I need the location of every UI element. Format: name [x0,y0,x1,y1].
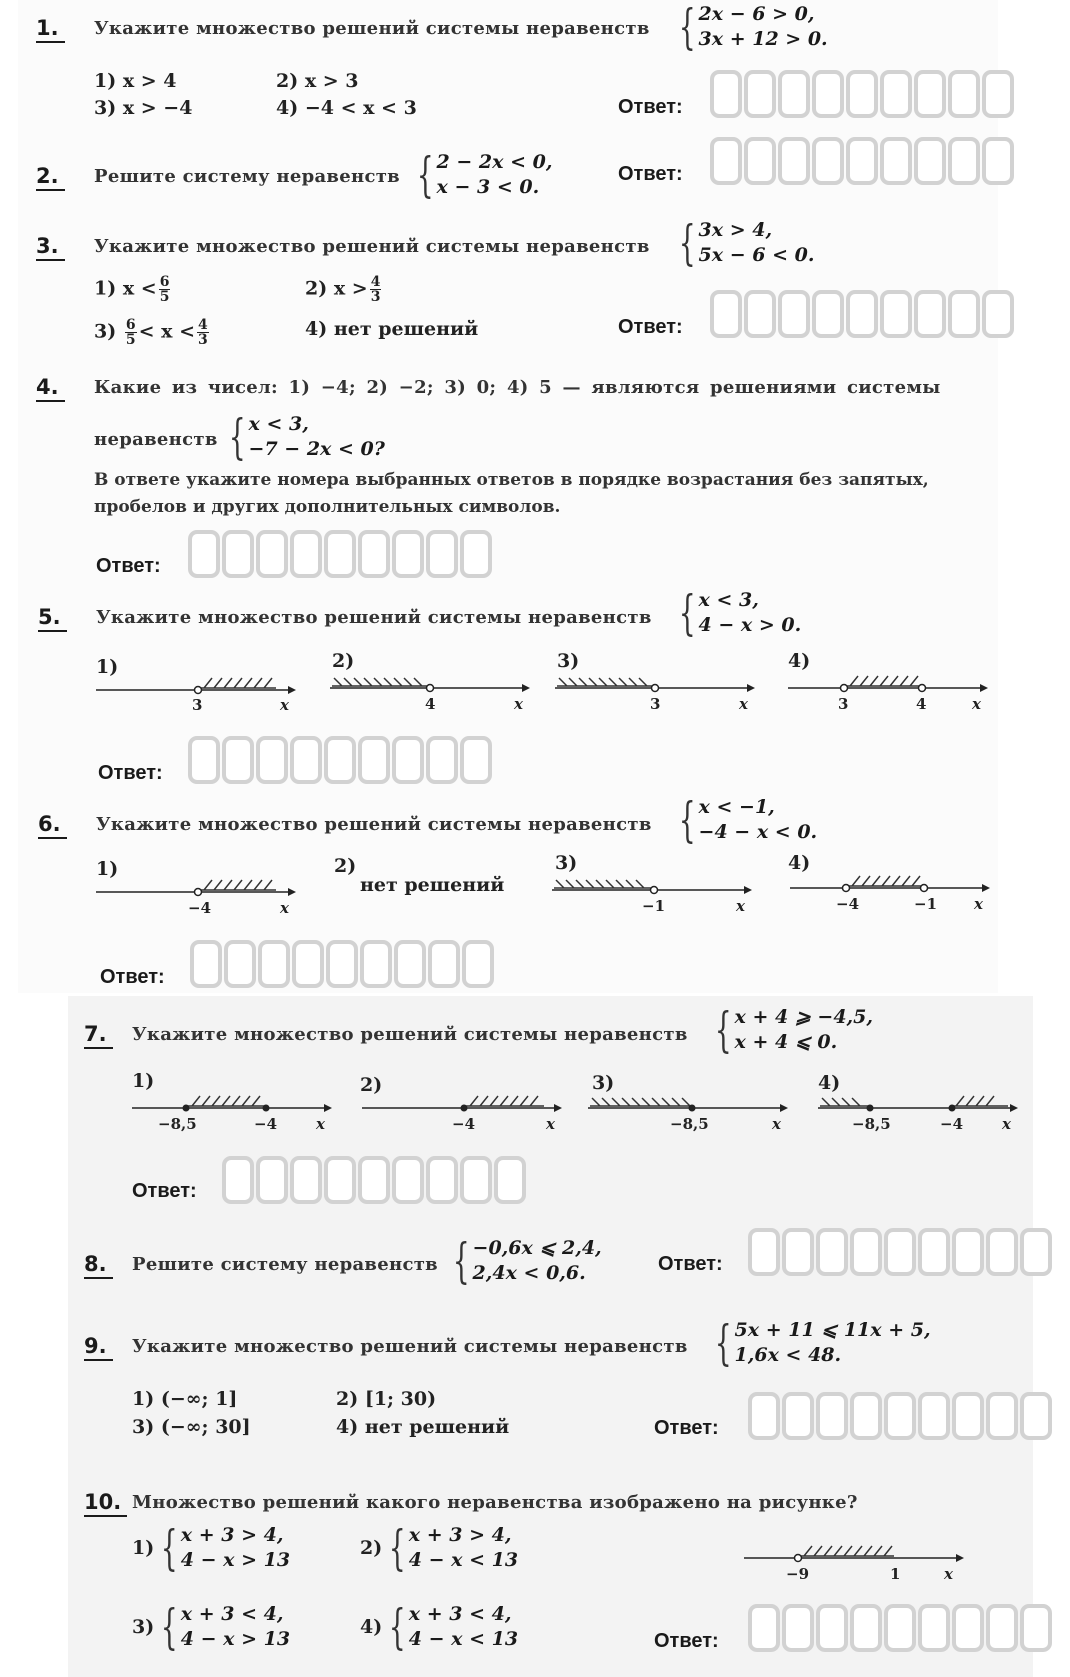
q7-l3-tick: −8,5 [670,1115,709,1133]
q5-l2-tick: 4 [425,695,436,713]
q1-number: 1. [36,16,65,43]
q7-option-1-numberline [132,1088,332,1136]
q9-option-1: 1) (−∞; 1] [132,1388,238,1410]
svg-text:x: x [1002,1115,1011,1133]
q9-option-2: 2) [1; 30) [336,1388,437,1410]
q10-option-4: 4) { x + 3 < 4, 4 − x < 13 [360,1599,519,1655]
q4-answer-input[interactable] [188,530,494,578]
q2-sys-line1: 2 − 2x < 0, [436,151,553,173]
q7-sys-line2: x + 4 ⩽ 0. [734,1031,838,1053]
q8-sys-line1: −0,6x ⩽ 2,4, [472,1237,602,1259]
q5-option-4-numberline [788,668,988,712]
q8-system: { −0,6x ⩽ 2,4, 2,4x < 0,6. [452,1233,602,1289]
svg-text:x: x [280,899,289,917]
q7-text: Укажите множество решений системы неравенств [132,1024,688,1045]
q7-l2-tick: −4 [452,1115,476,1133]
svg-text:x: x [546,1115,555,1133]
q10-numberline [744,1538,964,1586]
q1-option-1: 1) x > 4 [94,70,177,92]
q10-answer-label: Ответ: [654,1630,719,1652]
q3-option-3: 3) $\frac{6}{5}$ < x < $\frac{4}{3}$ [94,317,208,348]
q5-l1-tick: 3 [192,696,203,714]
q7-option-3-numberline [588,1088,788,1136]
svg-text:x: x [280,696,289,714]
q9-sys-line1: 5x + 11 ⩽ 11x + 5, [734,1319,931,1341]
q5-option-1-numberline [96,668,296,712]
q4-text-2: неравенств [94,429,218,450]
q2-system: { 2 − 2x < 0, x − 3 < 0. [416,147,553,203]
q3-answer-label: Ответ: [618,316,683,338]
q5-l4-tick-1: 3 [838,695,849,713]
q7-l1-tick-1: −8,5 [158,1115,197,1133]
q7-answer-input[interactable] [222,1156,528,1204]
q10-option-1: 1) { x + 3 > 4, 4 − x > 13 [132,1520,291,1576]
q5-answer-label: Ответ: [98,762,163,784]
q4-sys-line1: x < 3, [248,413,309,435]
q3-option-1: 1) x < $\frac{6}{5}$ [94,274,170,305]
q3-sys-line1: 3x > 4, [698,219,773,241]
q3-option-4: 4) нет решений [305,318,479,340]
q4-number: 4. [36,375,65,402]
q5-answer-input[interactable] [188,736,494,784]
q7-l4-tick-1: −8,5 [852,1115,891,1133]
q6-answer-label: Ответ: [100,966,165,988]
q6-option-4-label: 4) [788,852,811,874]
q8-text: Решите систему неравенств [132,1254,438,1275]
q10-text: Множество решений какого неравенства изображено на рисунке? [132,1492,858,1513]
q7-option-1-label: 1) [132,1070,155,1092]
q4-text: Какие из чисел: 1) −4; 2) −2; 3) 0; 4) 5 — являются решениями системы [94,377,941,398]
q7-answer-label: Ответ: [132,1180,197,1202]
q6-option-3-numberline [552,870,752,918]
q2-answer-label: Ответ: [618,163,683,185]
q5-l4-tick-2: 4 [916,695,927,713]
q6-sys-line2: −4 − x < 0. [698,821,818,843]
q9-text: Укажите множество решений системы неравенств [132,1336,688,1357]
svg-text:x: x [944,1565,953,1583]
q2-sys-line2: x − 3 < 0. [436,176,540,198]
q5-l3-tick: 3 [650,695,661,713]
svg-text:x: x [972,695,981,713]
q6-l4-tick-2: −1 [914,895,938,913]
q5-option-4-label: 4) [788,650,811,672]
q5-option-1-label: 1) [96,656,119,678]
q6-answer-input[interactable] [190,940,496,988]
q6-text: Укажите множество решений системы неравенств [96,814,652,835]
q1-text: Укажите множество решений системы неравенств [94,18,650,39]
q6-l1-tick: −4 [188,899,212,917]
q6-number: 6. [38,812,67,839]
q5-sys-line1: x < 3, [698,589,759,611]
q1-sys-line2: 3x + 12 > 0. [698,28,828,50]
q7-system: { x + 4 ⩾ −4,5, x + 4 ⩽ 0. [714,1002,873,1058]
q4-system: { x < 3, −7 − 2x < 0? [228,409,385,465]
q5-sys-line2: 4 − x > 0. [698,614,802,636]
q7-l1-tick-2: −4 [254,1115,278,1133]
q4-instruction: В ответе укажите номера выбранных ответов в порядке возрастания без запятых, пробелов и других дополнительных символов. [94,470,929,517]
q1-sys-line1: 2x − 6 > 0, [698,3,815,25]
q8-number: 8. [84,1252,113,1279]
q5-system: { x < 3, 4 − x > 0. [678,585,802,641]
q1-option-3: 3) x > −4 [94,97,193,119]
q3-text: Укажите множество решений системы неравенств [94,236,650,257]
q9-option-4: 4) нет решений [336,1416,510,1438]
q3-sys-line2: 5x − 6 < 0. [698,244,815,266]
q8-answer-label: Ответ: [658,1253,723,1275]
q5-option-3-numberline [555,668,755,712]
q2-text: Решите систему неравенств [94,166,400,187]
q7-option-4-label: 4) [818,1072,841,1094]
q10-option-3: 3) { x + 3 < 4, 4 − x > 13 [132,1599,291,1655]
q6-system: { x < −1, −4 − x < 0. [678,792,818,848]
q7-option-4-numberline [818,1088,1018,1136]
svg-text:x: x [974,895,983,913]
q2-number: 2. [36,164,65,191]
q2-answer-input[interactable] [710,137,1016,185]
svg-text:x: x [772,1115,781,1133]
q6-l4-tick-1: −4 [836,895,860,913]
q7-number: 7. [84,1022,113,1049]
q7-l4-tick-2: −4 [940,1115,964,1133]
q1-answer-input[interactable] [710,70,1016,118]
q5-option-3-label: 3) [557,650,580,672]
q5-option-2-label: 2) [332,650,355,672]
q6-option-2-no-solutions: нет решений [360,874,505,896]
q1-answer-label: Ответ: [618,96,683,118]
q5-text: Укажите множество решений системы неравенств [96,607,652,628]
q3-system: { 3x > 4, 5x − 6 < 0. [678,215,815,271]
q4-sys-line2: −7 − 2x < 0? [248,438,385,460]
q3-number: 3. [36,234,65,261]
q8-sys-line2: 2,4x < 0,6. [472,1262,586,1284]
q1-option-2: 2) x > 3 [276,70,359,92]
q3-answer-input[interactable] [710,290,1016,338]
q9-answer-label: Ответ: [654,1417,719,1439]
q3-option-2: 2) x > $\frac{4}{3}$ [305,274,381,305]
q6-option-3-label: 3) [555,852,578,874]
q6-option-2-label: 2) [334,855,357,877]
svg-text:x: x [739,695,748,713]
svg-text:x: x [514,695,523,713]
q10-number: 10. [84,1490,127,1517]
svg-text:x: x [316,1115,325,1133]
q7-option-2-label: 2) [360,1074,383,1096]
q10-answer-input[interactable] [748,1604,1054,1652]
q9-system: { 5x + 11 ⩽ 11x + 5, 1,6x < 48. [714,1315,931,1371]
q9-answer-input[interactable] [748,1392,1054,1440]
q6-sys-line1: x < −1, [698,796,775,818]
q5-number: 5. [38,605,67,632]
q6-option-1-label: 1) [96,858,119,880]
q9-option-3: 3) (−∞; 30] [132,1416,251,1438]
q7-option-2-numberline [362,1088,562,1136]
q4-answer-label: Ответ: [96,555,161,577]
q7-sys-line1: x + 4 ⩾ −4,5, [734,1006,873,1028]
q7-option-3-label: 3) [592,1072,615,1094]
q10-tick-2: 1 [890,1565,901,1583]
q5-option-2-numberline [330,668,530,712]
q8-answer-input[interactable] [748,1228,1054,1276]
svg-text:x: x [736,897,745,915]
q6-option-1-numberline [96,870,296,918]
q10-option-2: 2) { x + 3 > 4, 4 − x < 13 [360,1520,519,1576]
q6-option-4-numberline [790,868,990,916]
q9-number: 9. [84,1334,113,1361]
q10-tick-1: −9 [786,1565,810,1583]
q6-l3-tick: −1 [642,897,666,915]
q9-sys-line2: 1,6x < 48. [734,1344,842,1366]
q1-option-4: 4) −4 < x < 3 [276,97,417,119]
q1-system: { 2x − 6 > 0, 3x + 12 > 0. [678,0,828,55]
